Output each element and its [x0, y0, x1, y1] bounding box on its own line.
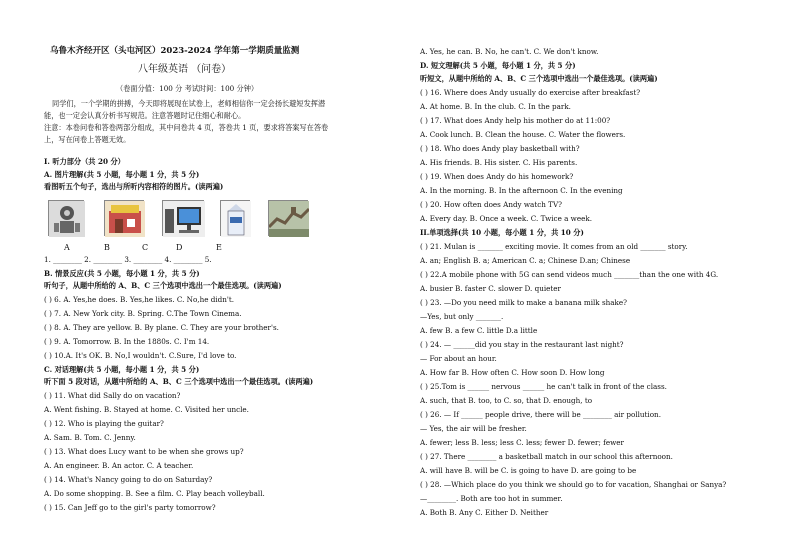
- pic-label-a: A: [64, 243, 70, 252]
- question-14: ( ) 14. What's Nancy going to do on Saturday?: [44, 475, 213, 484]
- pic-label-d: D: [176, 243, 183, 252]
- question-26-options: A. fewer; less B. less; less C. less; fewer D. fewer; fewer: [420, 438, 624, 447]
- pic-label-b: B: [104, 243, 110, 252]
- exam-title: 乌鲁木齐经开区（头屯河区）2023-2024 学年第一学期质量监测: [50, 46, 300, 56]
- question-23-options: A. few B. a few C. little D.a little: [420, 326, 538, 335]
- question-24-options: A. How far B. How often C. How soon D. How long: [420, 368, 605, 377]
- question-13-options: A. An engineer. B. An actor. C. A teacher.: [44, 461, 194, 470]
- question-18: ( ) 18. Who does Andy play basketball with?: [420, 144, 580, 153]
- question-17-options: A. Cook lunch. B. Clean the house. C. Water the flowers.: [420, 130, 626, 139]
- question-20: ( ) 20. How often does Andy watch TV?: [420, 200, 562, 209]
- intro-line-1: 同学们，一个学期的拼搏，今天即将展现在试卷上，老师相信你一定会扬长避短发挥潜: [52, 99, 326, 108]
- part-d-heading: D. 短文理解(共 5 小题，每小题 1 分，共 5 分): [420, 61, 576, 70]
- question-20-options: A. Every day. B. Once a week. C. Twice a week.: [420, 214, 592, 223]
- question-11: ( ) 11. What did Sally do on vacation?: [44, 391, 181, 400]
- question-23: ( ) 23. —Do you need milk to make a banana milk shake?: [420, 298, 628, 307]
- part-b-heading: B. 情景反应(共 5 小题，每小题 1 分，共 5 分): [44, 269, 200, 278]
- question-28-reply: —________. Both are too hot in summer.: [420, 494, 563, 503]
- question-12-options: A. Sam. B. Tom. C. Jenny.: [44, 433, 136, 442]
- part-a-instruction: 看图听五个句子，选出与所听内容相符的图片。(读两遍): [44, 182, 224, 191]
- part-a-heading: A. 图片理解(共 5 小题，每小题 1 分，共 5 分): [44, 170, 200, 179]
- question-24-reply: — For about an hour.: [420, 354, 497, 363]
- question-22: ( ) 22.A mobile phone with 5G can send videos much _______than the one with 4G.: [420, 270, 719, 279]
- question-11-options: A. Went fishing. B. Stayed at home. C. Visited her uncle.: [44, 405, 249, 414]
- question-21: ( ) 21. Mulan is _______ exciting movie. It comes from an old _______ story.: [420, 242, 688, 251]
- question-25: ( ) 25.Tom is ______ nervous ______ he can't talk in front of the class.: [420, 382, 667, 391]
- intro-line-2: 能，也一定会认真分析书写规范。注意答题时记住细心和耐心。: [44, 111, 246, 120]
- question-10: ( ) 10.A. It's OK. B. No,I wouldn't. C.Sure, I'd love to.: [44, 351, 237, 360]
- question-24: ( ) 24. — ______did you stay in the restaurant last night?: [420, 340, 624, 349]
- section-listening: I. 听力部分（共 20 分）: [44, 157, 125, 166]
- part-c-heading: C. 对话理解(共 5 小题，每小题 1 分，共 5 分): [44, 365, 200, 374]
- part-b-instruction: 听句子，从题中所给的 A、B、C 三个选项中选出一个最佳选项。(读两遍): [44, 281, 282, 290]
- question-21-options: A. an; English B. a; American C. a; Chinese D.an; Chinese: [420, 256, 631, 265]
- question-16: ( ) 16. Where does Andy usually do exercise after breakfast?: [420, 88, 641, 97]
- question-17: ( ) 17. What does Andy help his mother do at 11:00?: [420, 116, 611, 125]
- question-13: ( ) 13. What does Lucy want to be when she grows up?: [44, 447, 244, 456]
- great-wall-picture: [268, 200, 308, 236]
- robot-picture: [48, 200, 84, 236]
- computer-picture: [162, 200, 204, 236]
- question-15-options: A. Yes, he can. B. No, he can't. C. We don't know.: [420, 47, 599, 56]
- score-line: （卷面分值：100 分 考试时间：100 分钟）: [116, 84, 259, 93]
- question-22-options: A. busier B. faster C. slower D. quieter: [420, 284, 561, 293]
- question-14-options: A. Do some shopping. B. See a film. C. Play beach volleyball.: [44, 489, 265, 498]
- question-16-options: A. At home. B. In the club. C. In the park.: [420, 102, 571, 111]
- answer-blanks: 1. ________ 2. ________ 3. ________ 4. ________ 5.: [44, 255, 212, 264]
- question-8: ( ) 8. A. They are yellow. B. By plane. C. They are your brother's.: [44, 323, 279, 332]
- question-9: ( ) 9. A. Tomorrow. B. In the 1880s. C. I'm 14.: [44, 337, 210, 346]
- question-23-reply: —Yes, but only _______.: [420, 312, 504, 321]
- question-26-reply: — Yes, the air will be fresher.: [420, 424, 527, 433]
- part-d-instruction: 听短文，从题中所给的 A、B、C 三个选项中选出一个最佳选项。(读两遍): [420, 74, 658, 83]
- milk-carton-picture: [220, 200, 250, 236]
- question-7: ( ) 7. A. New York city. B. Spring. C.The Town Cinema.: [44, 309, 242, 318]
- question-25-options: A. such, that B. too, to C. so, that D. enough, to: [420, 396, 593, 405]
- exam-subtitle: 八年级英语 （问卷）: [138, 64, 232, 75]
- question-28-options: A. Both B. Any C. Either D. Neither: [420, 508, 549, 517]
- pic-label-e: E: [216, 243, 222, 252]
- question-26: ( ) 26. — If ______ people drive, there will be ________ air pollution.: [420, 410, 661, 419]
- section-single-choice: II.单项选择(共 10 小题，每小题 1 分，共 10 分): [420, 228, 584, 237]
- question-27-options: A. will have B. will be C. is going to have D. are going to be: [420, 466, 637, 475]
- question-19: ( ) 19. When does Andy do his homework?: [420, 172, 574, 181]
- question-19-options: A. In the morning. B. In the afternoon C. In the evening: [420, 186, 623, 195]
- intro-line-3: 注意：本卷问卷和答卷两部分组成，其中问卷共 4 页，答卷共 1 页，要求将答案写在答卷: [44, 123, 329, 132]
- cinema-picture: [104, 200, 144, 236]
- question-28: ( ) 28. —Which place do you think we should go to for vacation, Shanghai or Sanya?: [420, 480, 727, 489]
- pic-label-c: C: [142, 243, 149, 252]
- question-12: ( ) 12. Who is playing the guitar?: [44, 419, 164, 428]
- question-27: ( ) 27. There ________ a basketball match in our school this afternoon.: [420, 452, 673, 461]
- question-6: ( ) 6. A. Yes,he does. B. Yes,he likes. C. No,he didn't.: [44, 295, 235, 304]
- intro-line-4: 上，写在问卷上答题无效。: [44, 135, 131, 144]
- part-c-instruction: 听下面 5 段对话，从题中所给的 A、B、C 三个选项中选出一个最佳选项。(读两遍): [44, 377, 314, 386]
- question-18-options: A. His friends. B. His sister. C. His parents.: [420, 158, 578, 167]
- question-15: ( ) 15. Can Jeff go to the girl's party tomorrow?: [44, 503, 216, 512]
